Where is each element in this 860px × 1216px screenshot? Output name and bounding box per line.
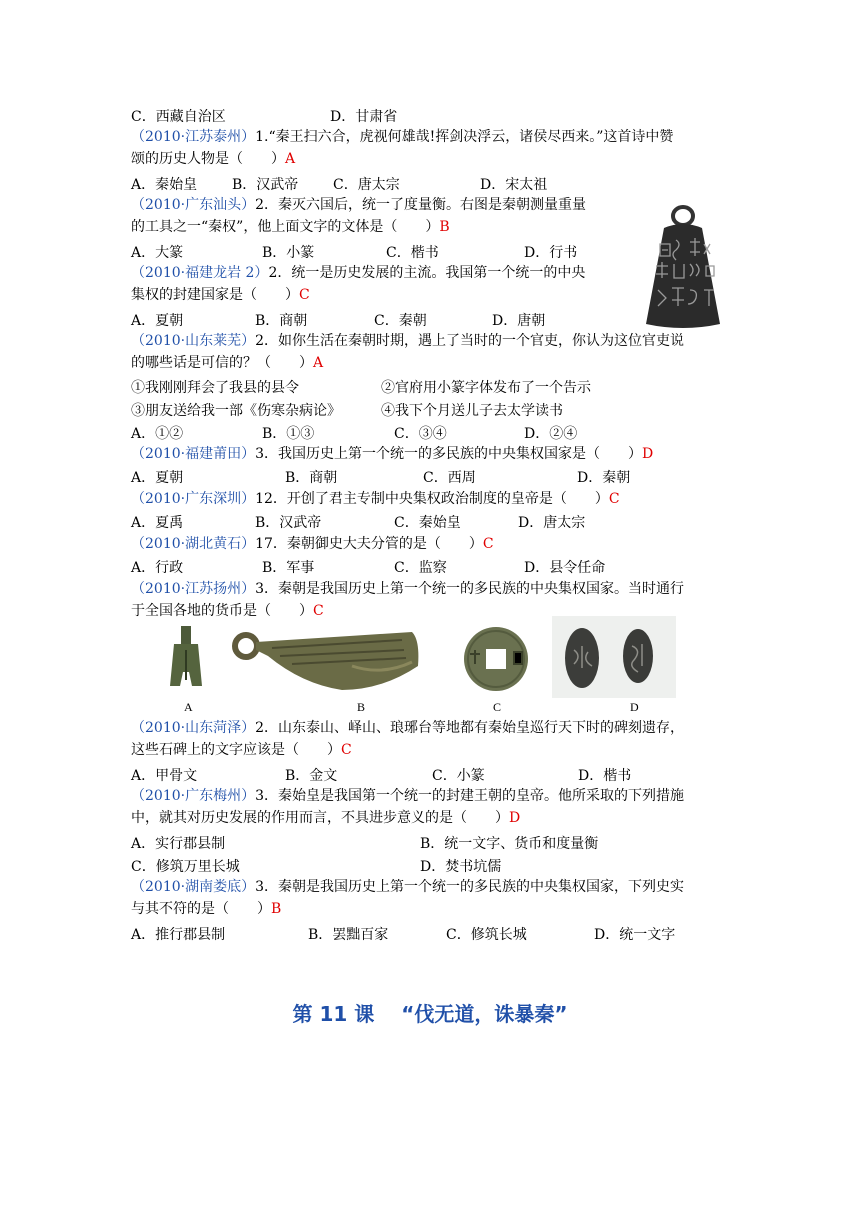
option: C．秦始皇 — [394, 515, 461, 531]
question-text: 与其不符的是（ ） — [131, 901, 271, 917]
knife-coin-image — [232, 626, 422, 692]
answer: C — [313, 603, 324, 619]
option: D．行书 — [524, 245, 578, 261]
question-source: （2010·广东汕头） — [131, 197, 256, 213]
question-stem-cont — [131, 807, 520, 829]
question-stem — [131, 330, 684, 352]
option: D．统一文字 — [594, 927, 676, 943]
question-source: （2010·广东深圳） — [131, 491, 256, 507]
option: C．唐太宗 — [333, 177, 400, 193]
question-source: （2010·湖南娄底） — [131, 879, 256, 895]
question-text: 颂的历史人物是（ ） — [131, 151, 285, 167]
question-source: （2010·山东菏泽） — [131, 720, 256, 736]
answer: C — [341, 742, 352, 758]
option: B．商朝 — [255, 313, 308, 329]
question-stem-cont — [131, 600, 324, 622]
question-source: （2010·福建莆田） — [131, 446, 256, 462]
option: B．①③ — [262, 426, 315, 442]
question-text: 3．我国历史上第一个统一的多民族的中央集权国家是（ ） — [255, 446, 642, 462]
question-text: 17．秦朝御史大夫分管的是（ ） — [255, 536, 483, 552]
question-text: 2．统一是历史发展的主流。我国第一个统一的中央 — [268, 265, 586, 281]
option: C．修筑长城 — [446, 927, 527, 943]
question-stem-cont — [131, 284, 310, 306]
option: B．军事 — [262, 560, 315, 576]
option: D．秦朝 — [577, 470, 631, 486]
question-stem — [131, 262, 585, 284]
image-label: D — [630, 700, 639, 714]
answer: D — [642, 446, 654, 462]
answer: A — [313, 355, 324, 371]
option: A．秦始皇 — [131, 177, 198, 193]
question-source: （2010·福建龙岩 2） — [131, 265, 269, 281]
option: C．楷书 — [386, 245, 439, 261]
option: D．楷书 — [578, 768, 632, 784]
option: C．修筑万里长城 — [131, 859, 240, 875]
option: D．焚书坑儒 — [420, 859, 502, 875]
option: B．罢黜百家 — [308, 927, 389, 943]
lesson-title: 第 11 课 “伐无道，诛暴秦” — [292, 1002, 568, 1026]
question-source: （2010·广东梅州） — [131, 788, 256, 804]
question-text: 2．如你生活在秦朝时期，遇上了当时的一个官吏，你认为这位官吏说 — [255, 333, 684, 349]
answer: B — [271, 901, 282, 917]
qin-weight-image — [640, 204, 726, 330]
question-source: （2010·山东莱芜） — [131, 333, 256, 349]
question-text: 2．秦灭六国后，统一了度量衡。右图是秦朝测量重量 — [255, 197, 586, 213]
question-text: 于全国各地的货币是（ ） — [131, 603, 313, 619]
question-stem — [131, 488, 620, 510]
option: A．行政 — [131, 560, 184, 576]
question-stem — [131, 126, 673, 148]
option: B．商朝 — [285, 470, 338, 486]
spade-coin-image — [166, 624, 206, 690]
option: B．金文 — [285, 768, 338, 784]
option: A．大篆 — [131, 245, 184, 261]
question-text: 3．秦朝是我国历史上第一个统一的多民族的中央集权国家，下列史实 — [255, 879, 684, 895]
question-stem-cont — [131, 739, 352, 761]
answer: A — [285, 151, 296, 167]
question-stem — [131, 578, 684, 600]
option: A．夏朝 — [131, 470, 184, 486]
option: C．秦朝 — [374, 313, 427, 329]
question-text: 12．开创了君主专制中央集权政治制度的皇帝是（ ） — [255, 491, 609, 507]
option: C．西周 — [423, 470, 476, 486]
question-stem — [131, 717, 684, 739]
question-stem-cont — [131, 216, 450, 238]
question-text: 的工具之一“秦权”，他上面文字的文体是（ ） — [131, 219, 440, 235]
option: A．夏朝 — [131, 313, 184, 329]
option: D．②④ — [524, 426, 578, 442]
option-d: D．甘肃省 — [330, 109, 398, 125]
option: C．小篆 — [432, 768, 485, 784]
question-text: 这些石碑上的文字应该是（ ） — [131, 742, 341, 758]
image-label: B — [357, 700, 366, 714]
question-text: 2．山东泰山、峄山、琅琊台等地都有秦始皇巡行天下时的碑刻遗存， — [255, 720, 684, 736]
image-label: A — [184, 700, 193, 714]
question-source: （2010·江苏扬州） — [131, 581, 256, 597]
option: A．推行郡县制 — [131, 927, 226, 943]
option: B．汉武帝 — [255, 515, 322, 531]
statement: ③朋友送给我一部《伤寒杂病论》 — [131, 403, 341, 419]
question-source: （2010·湖北黄石） — [131, 536, 256, 552]
question-stem — [131, 533, 494, 555]
option: C．③④ — [394, 426, 447, 442]
statement: ②官府用小篆字体发布了一个告示 — [381, 380, 591, 396]
option: A．实行郡县制 — [131, 836, 226, 852]
option: A．甲骨文 — [131, 768, 198, 784]
question-stem-cont — [131, 898, 281, 920]
option: B．汉武帝 — [232, 177, 299, 193]
option-c: C．西藏自治区 — [131, 109, 226, 125]
question-stem-cont — [131, 148, 295, 170]
option: B．小篆 — [262, 245, 315, 261]
answer: C — [299, 287, 310, 303]
option: D．唐朝 — [492, 313, 546, 329]
question-stem — [131, 443, 653, 465]
question-text: 3．秦始皇是我国第一个统一的封建王朝的皇帝。他所采取的下列措施 — [255, 788, 684, 804]
option: A．①② — [131, 426, 184, 442]
answer: C — [482, 536, 494, 552]
option: B．统一文字、货币和度量衡 — [420, 836, 599, 852]
option: D．宋太祖 — [480, 177, 548, 193]
question-stem — [131, 876, 684, 898]
question-source: （2010·江苏泰州） — [131, 129, 256, 145]
option: C．监察 — [394, 560, 447, 576]
option: D．唐太宗 — [518, 515, 586, 531]
banliang-coin-image — [456, 624, 536, 694]
answer: C — [608, 491, 620, 507]
antnose-coin-image — [552, 616, 676, 698]
question-stem — [131, 785, 684, 807]
option: D．县令任命 — [524, 560, 606, 576]
question-stem — [131, 194, 586, 216]
option: A．夏禹 — [131, 515, 184, 531]
question-text: 集权的封建国家是（ ） — [131, 287, 299, 303]
question-text: 的哪些话是可信的？（ ） — [131, 355, 313, 371]
statement: ①我刚刚拜会了我县的县令 — [131, 380, 299, 396]
question-text: 3．秦朝是我国历史上第一个统一的多民族的中央集权国家。当时通行 — [255, 581, 684, 597]
question-text: 中，就其对历史发展的作用而言，不具进步意义的是（ ） — [131, 810, 509, 826]
question-stem-cont — [131, 352, 323, 374]
statement: ④我下个月送儿子去太学读书 — [381, 403, 563, 419]
image-label: C — [493, 700, 502, 714]
answer: D — [509, 810, 521, 826]
question-text: 1.“秦王扫六合，虎视何雄哉!挥剑决浮云，诸侯尽西来。”这首诗中赞 — [255, 129, 674, 145]
answer: B — [439, 219, 450, 235]
